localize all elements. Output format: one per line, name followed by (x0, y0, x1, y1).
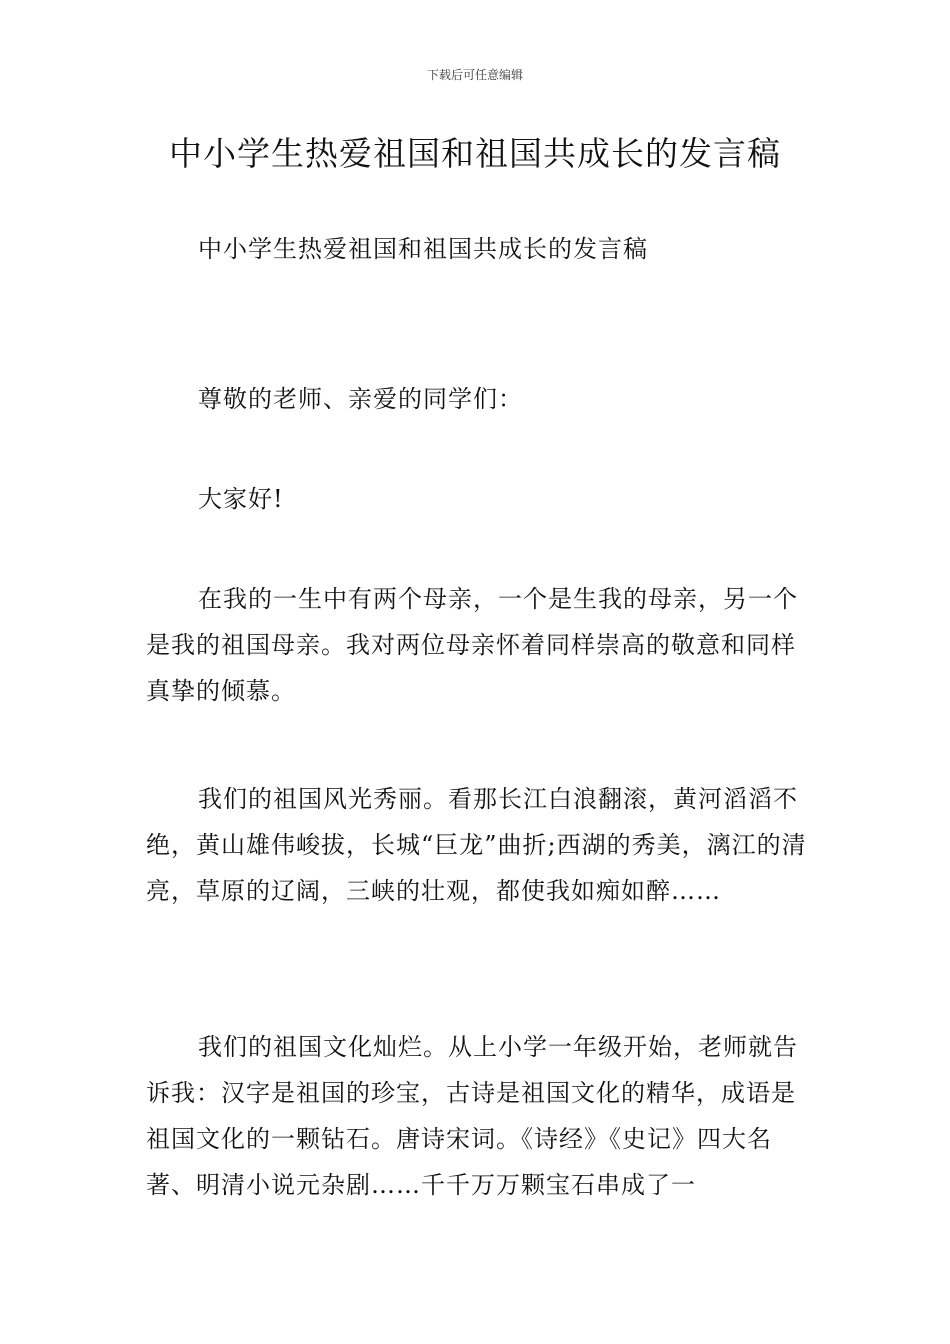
paragraph-scenery: 我们的祖国风光秀丽。看那长江白浪翻滚，黄河滔滔不绝，黄山雄伟峻拔，长城“巨龙”曲折;西湖的秀美，漓江的清亮，草原的辽阔，三峡的壮观，都使我如痴如醉…… (146, 785, 807, 905)
paragraph-salutation: 尊敬的老师、亲爱的同学们： (198, 385, 523, 413)
paragraph-culture: 我们的祖国文化灿烂。从上小学一年级开始，老师就告诉我：汉字是祖国的珍宝，古诗是祖国文化的精华，成语是祖国文化的一颗钻石。唐诗宋词。《诗经》《史记》四大名著、明清小说元杂剧……千千万万颗宝石串成了一 (146, 1033, 798, 1199)
document-title: 中小学生热爱祖国和祖国共成长的发言稿 (169, 134, 781, 173)
paragraph-subtitle: 中小学生热爱祖国和祖国共成长的发言稿 (198, 235, 648, 263)
paragraph-two-mothers: 在我的一生中有两个母亲，一个是生我的母亲，另一个是我的祖国母亲。我对两位母亲怀着同样崇高的敬意和同样真挚的倾慕。 (146, 585, 798, 705)
paragraph-greeting: 大家好! (198, 485, 284, 513)
header-note: 下载后可任意编辑 (426, 68, 523, 82)
